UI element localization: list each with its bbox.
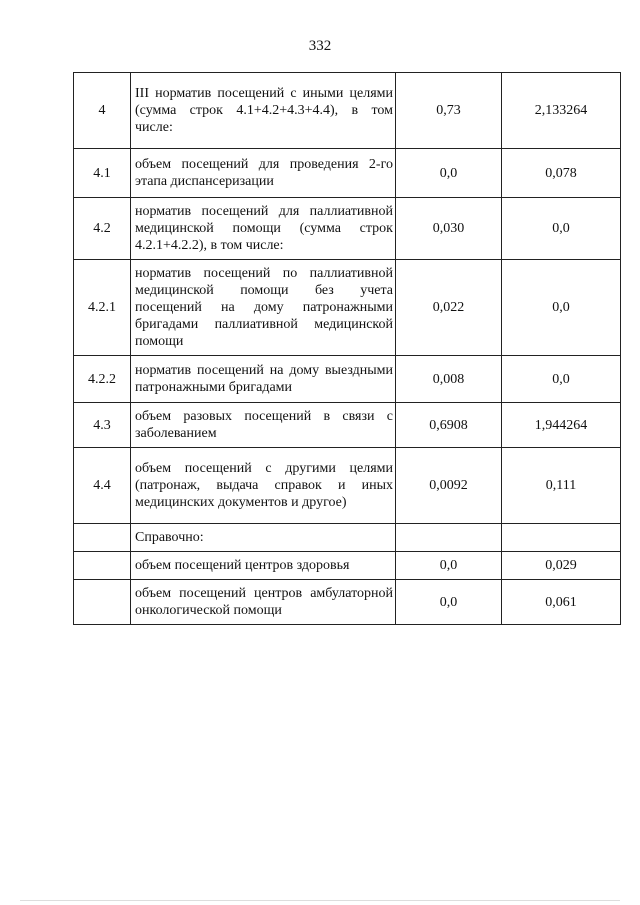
row-number: 4.4	[74, 448, 131, 524]
row-value-1: 0,0	[396, 149, 502, 198]
row-value-2: 0,0	[502, 260, 621, 356]
row-value-2: 0,0	[502, 198, 621, 260]
row-value-1: 0,008	[396, 356, 502, 403]
row-number: 4.2	[74, 198, 131, 260]
norms-table	[73, 72, 621, 625]
row-value-2: 2,133264	[502, 73, 621, 149]
row-description: объем посещений для проведения 2-го этапа диспансеризации	[131, 149, 396, 198]
table-row	[74, 524, 621, 552]
row-value-2: 0,111	[502, 448, 621, 524]
row-description: объем разовых посещений в связи с заболеванием	[131, 403, 396, 448]
row-description: объем посещений центров здоровья	[131, 552, 396, 580]
page-number: 332	[308, 38, 332, 54]
row-value-1: 0,0	[396, 580, 502, 625]
row-description: объем посещений центров амбулаторной онкологической помощи	[131, 580, 396, 625]
row-number	[74, 552, 131, 580]
table-row	[74, 403, 621, 448]
row-value-1: 0,0092	[396, 448, 502, 524]
row-value-2: 0,078	[502, 149, 621, 198]
row-description: объем посещений с другими целями (патронаж, выдача справок и иных медицинских документов и другое)	[131, 448, 396, 524]
row-value-1: 0,73	[396, 73, 502, 149]
table-row	[74, 552, 621, 580]
row-description: норматив посещений для паллиативной медицинской помощи (сумма строк 4.2.1+4.2.2), в том числе:	[131, 198, 396, 260]
table-row	[74, 260, 621, 356]
table-row	[74, 448, 621, 524]
row-description: Справочно:	[131, 524, 396, 552]
row-number	[74, 580, 131, 625]
table-row	[74, 149, 621, 198]
table-row	[74, 73, 621, 149]
row-value-2: 0,0	[502, 356, 621, 403]
row-description: норматив посещений по паллиативной медицинской помощи без учета посещений на дому патронажными бригадами паллиативной медицинской помощи	[131, 260, 396, 356]
table-row	[74, 198, 621, 260]
row-value-2: 0,029	[502, 552, 621, 580]
table-row	[74, 356, 621, 403]
row-number: 4	[74, 73, 131, 149]
row-number: 4.2.1	[74, 260, 131, 356]
row-value-1	[396, 524, 502, 552]
row-description: III норматив посещений с иными целями (сумма строк 4.1+4.2+4.3+4.4), в том числе:	[131, 73, 396, 149]
row-number: 4.1	[74, 149, 131, 198]
row-value-1: 0,6908	[396, 403, 502, 448]
row-value-1: 0,030	[396, 198, 502, 260]
row-number: 4.2.2	[74, 356, 131, 403]
row-number: 4.3	[74, 403, 131, 448]
row-value-1: 0,022	[396, 260, 502, 356]
row-value-2: 0,061	[502, 580, 621, 625]
row-description: норматив посещений на дому выездными патронажными бригадами	[131, 356, 396, 403]
table-row	[74, 580, 621, 625]
footer-divider	[20, 900, 620, 901]
row-value-2	[502, 524, 621, 552]
row-value-1: 0,0	[396, 552, 502, 580]
row-value-2: 1,944264	[502, 403, 621, 448]
row-number	[74, 524, 131, 552]
